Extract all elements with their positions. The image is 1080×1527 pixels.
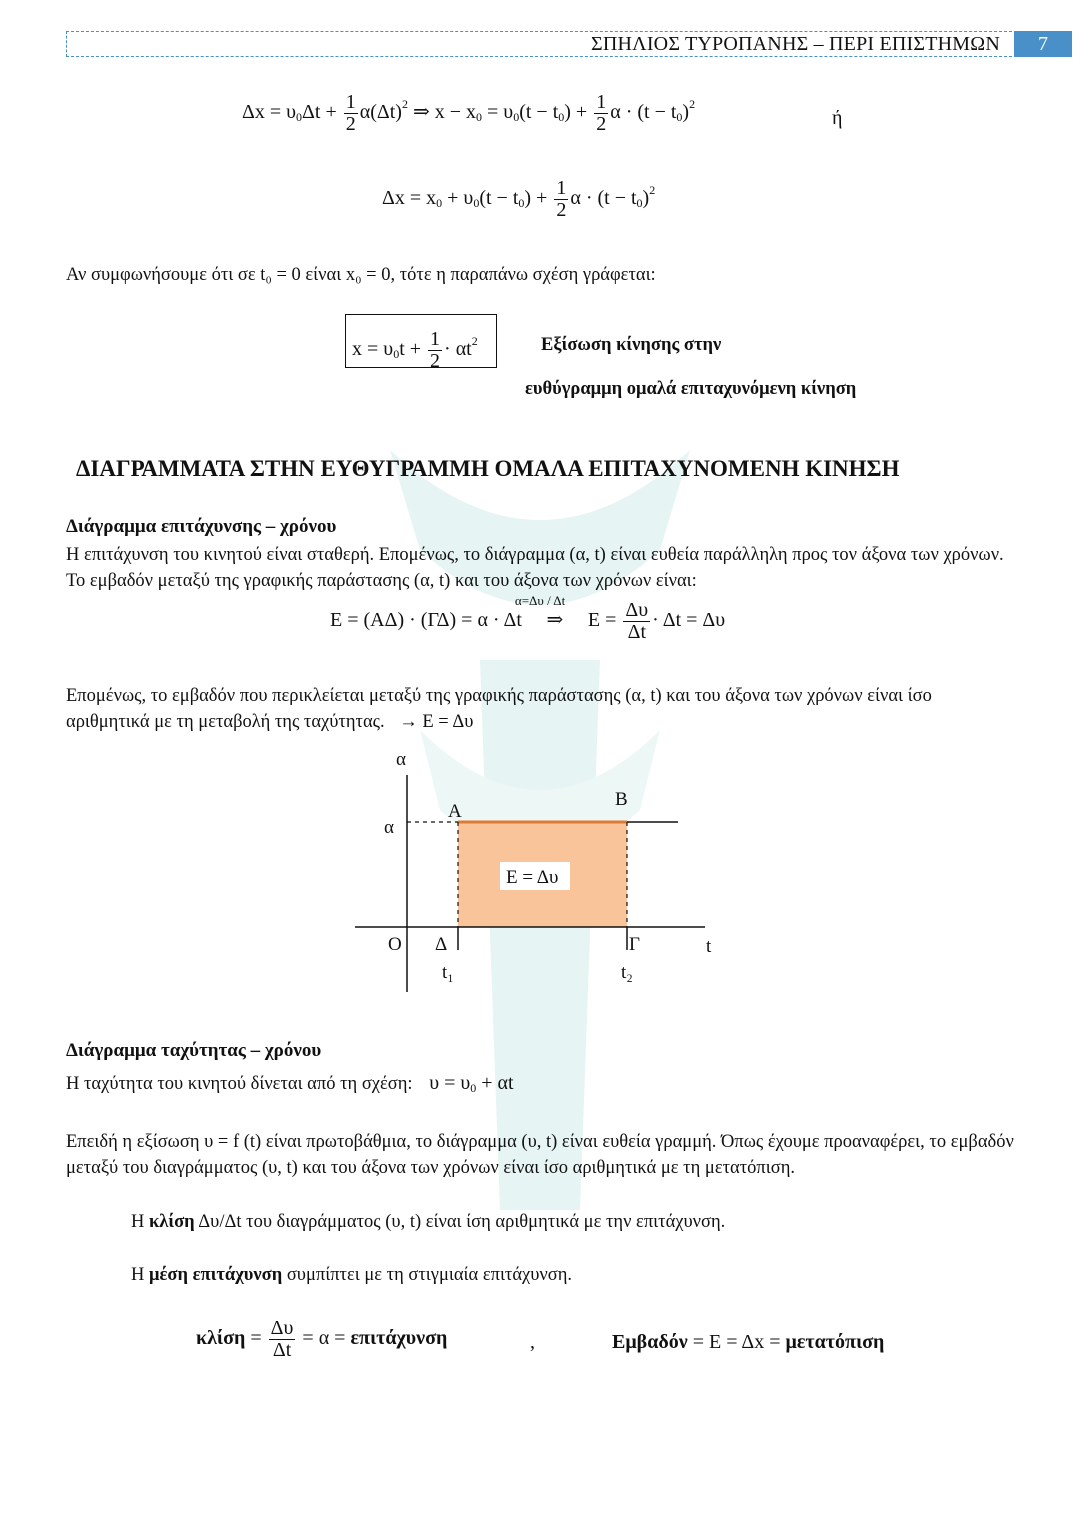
equation-displacement-1: $\Delta x = \upsilon_0\Delta t$ + $\frac{1}{2}$ $\alpha(\Delta t)^2$ ⇒ $x - x_0 = \upsilon_0(t - t_0)$ + $\frac{1}{2}$ $\alpha \cdot (t - t_0)^2$ (242, 91, 696, 135)
acc-time-diagram (350, 745, 730, 1000)
t1-label: t₁ (442, 962, 454, 983)
mean-pre: Η (131, 1265, 149, 1285)
header-title: ΣΠΗΛΙΟΣ ΤΥΡΟΠΑΝΗΣ – ΠΕΡΙ ΕΠΙΣΤΗΜΩΝ (590, 33, 1000, 55)
final-disp-word: μετατόπιση (785, 1331, 885, 1353)
acc-time-result: → Ε = Δυ (399, 712, 474, 732)
intro-text: Αν συμφωνήσουμε ότι σε t₀ = 0 είναι x₀ = 0, τότε η παραπάνω σχέση γράφεται: (66, 265, 656, 285)
final-area-eq: = Ε = Δx = (687, 1331, 786, 1353)
point-a-label: Α (448, 801, 462, 822)
final-comma: , (530, 1331, 535, 1353)
final-slope-equation: κλίση = $\frac{\Delta\upsilon}{\Delta t}$ = α = επιτάχυνση (196, 1317, 448, 1361)
slope-pre: Η (131, 1212, 149, 1232)
motion-label-line1: Εξίσωση κίνησης στην (541, 335, 722, 355)
mean-acc-sentence (131, 1262, 572, 1288)
acc-time-para1: Η επιτάχυνση του κινητού είναι σταθερή. Επομένως, το διάγραμμα (α, t) είναι ευθεία παράλληλη προς τον άξονα των χρόνων. Το εμβαδόν μεταξύ της γραφικής παράστασης (α, t) και του άξονα των χρόνων είναι: (66, 545, 1004, 591)
page-number: 7 (1014, 31, 1072, 57)
point-b-label: Β (615, 789, 628, 810)
acc-time-para2-text: Επομένως, το εμβαδόν που περικλείεται μεταξύ της γραφικής παράστασης (α, t) και του άξονα των χρόνων είναι ίσο αριθμητικά με τη μεταβολή της ταχύτητας. (66, 686, 932, 732)
vel-time-para: Επειδή η εξίσωση υ = f (t) είναι πρωτοβάθμια, το διάγραμμα (υ, t) είναι ευθεία γραμμή. Όπως έχουμε προαναφέρει, το εμβαδόν μεταξύ του διαγράμματος (υ, t) και του άξονα των χρόνων είναι ίσο αριθμητικά με τη μετατόπιση. (66, 1132, 1014, 1178)
t2-label: t₂ (621, 962, 633, 983)
equation-displacement-2: $\Delta x = x_0 + \upsilon_0(t - t_0)$ + $\frac{1}{2}$ $\alpha \cdot (t - t_0)^2$ (382, 177, 656, 221)
motion-label-line2: ευθύγραμμη ομαλά επιταχυνόμενη κίνηση (525, 379, 857, 399)
final-slope-word: κλίση (196, 1327, 246, 1350)
acc-time-heading: Διάγραμμα επιτάχυνσης – χρόνου (66, 516, 337, 537)
area-equation: Ε = (ΑΔ) · (ΓΔ) = α · Δt α=Δυ / Δt ⇒ Ε = $\frac{\Delta\upsilon}{\Delta t}$ · Δt = Δυ (330, 593, 726, 643)
vel-time-line1-text: Η ταχύτητα του κινητού δίνεται από τη σχέση: (66, 1074, 413, 1094)
area-label: Ε = Δυ (506, 867, 559, 888)
vel-time-heading: Διάγραμμα ταχύτητας – χρόνου (66, 1040, 322, 1061)
point-d-label: Δ (435, 934, 448, 955)
acc-time-para2 (66, 683, 1020, 735)
motion-equation-box: $x = \upsilon_0t$ + $\frac{1}{2}$ · $\alpha t^2$ (345, 314, 497, 368)
y-axis-label: α (396, 749, 406, 770)
point-g-label: Γ (629, 934, 640, 955)
slope-post: Δυ/Δt του διαγράμματος (υ, t) είναι ίση αριθμητικά με την επιτάχυνση. (194, 1212, 726, 1232)
section-title: ΔΙΑΓΡΑΜΜΑΤΑ ΣΤΗΝ ΕΥΘΥΓΡΑΜΜΗ ΟΜΑΛΑ ΕΠΙΤΑΧΥΝΟΜΕΝΗ ΚΙΝΗΣΗ (76, 456, 900, 481)
final-area-word: Εμβαδόν (612, 1331, 688, 1353)
slope-bold: κλίση (149, 1212, 195, 1232)
a-level-label: α (384, 817, 394, 838)
vel-time-line1 (66, 1070, 514, 1101)
slope-sentence (131, 1209, 725, 1235)
mean-post: συμπίπτει με τη στιγμιαία επιτάχυνση. (282, 1265, 573, 1285)
final-acc-word: επιτάχυνση (350, 1327, 448, 1350)
velocity-equation: $\upsilon = \upsilon_0 + \alpha t$ (429, 1072, 514, 1095)
origin-label: Ο (388, 934, 402, 955)
or-word: ή (832, 107, 843, 129)
mean-bold: μέση επιτάχυνση (149, 1265, 283, 1285)
final-area-equation (612, 1331, 884, 1354)
t-axis-label: t (706, 936, 712, 957)
